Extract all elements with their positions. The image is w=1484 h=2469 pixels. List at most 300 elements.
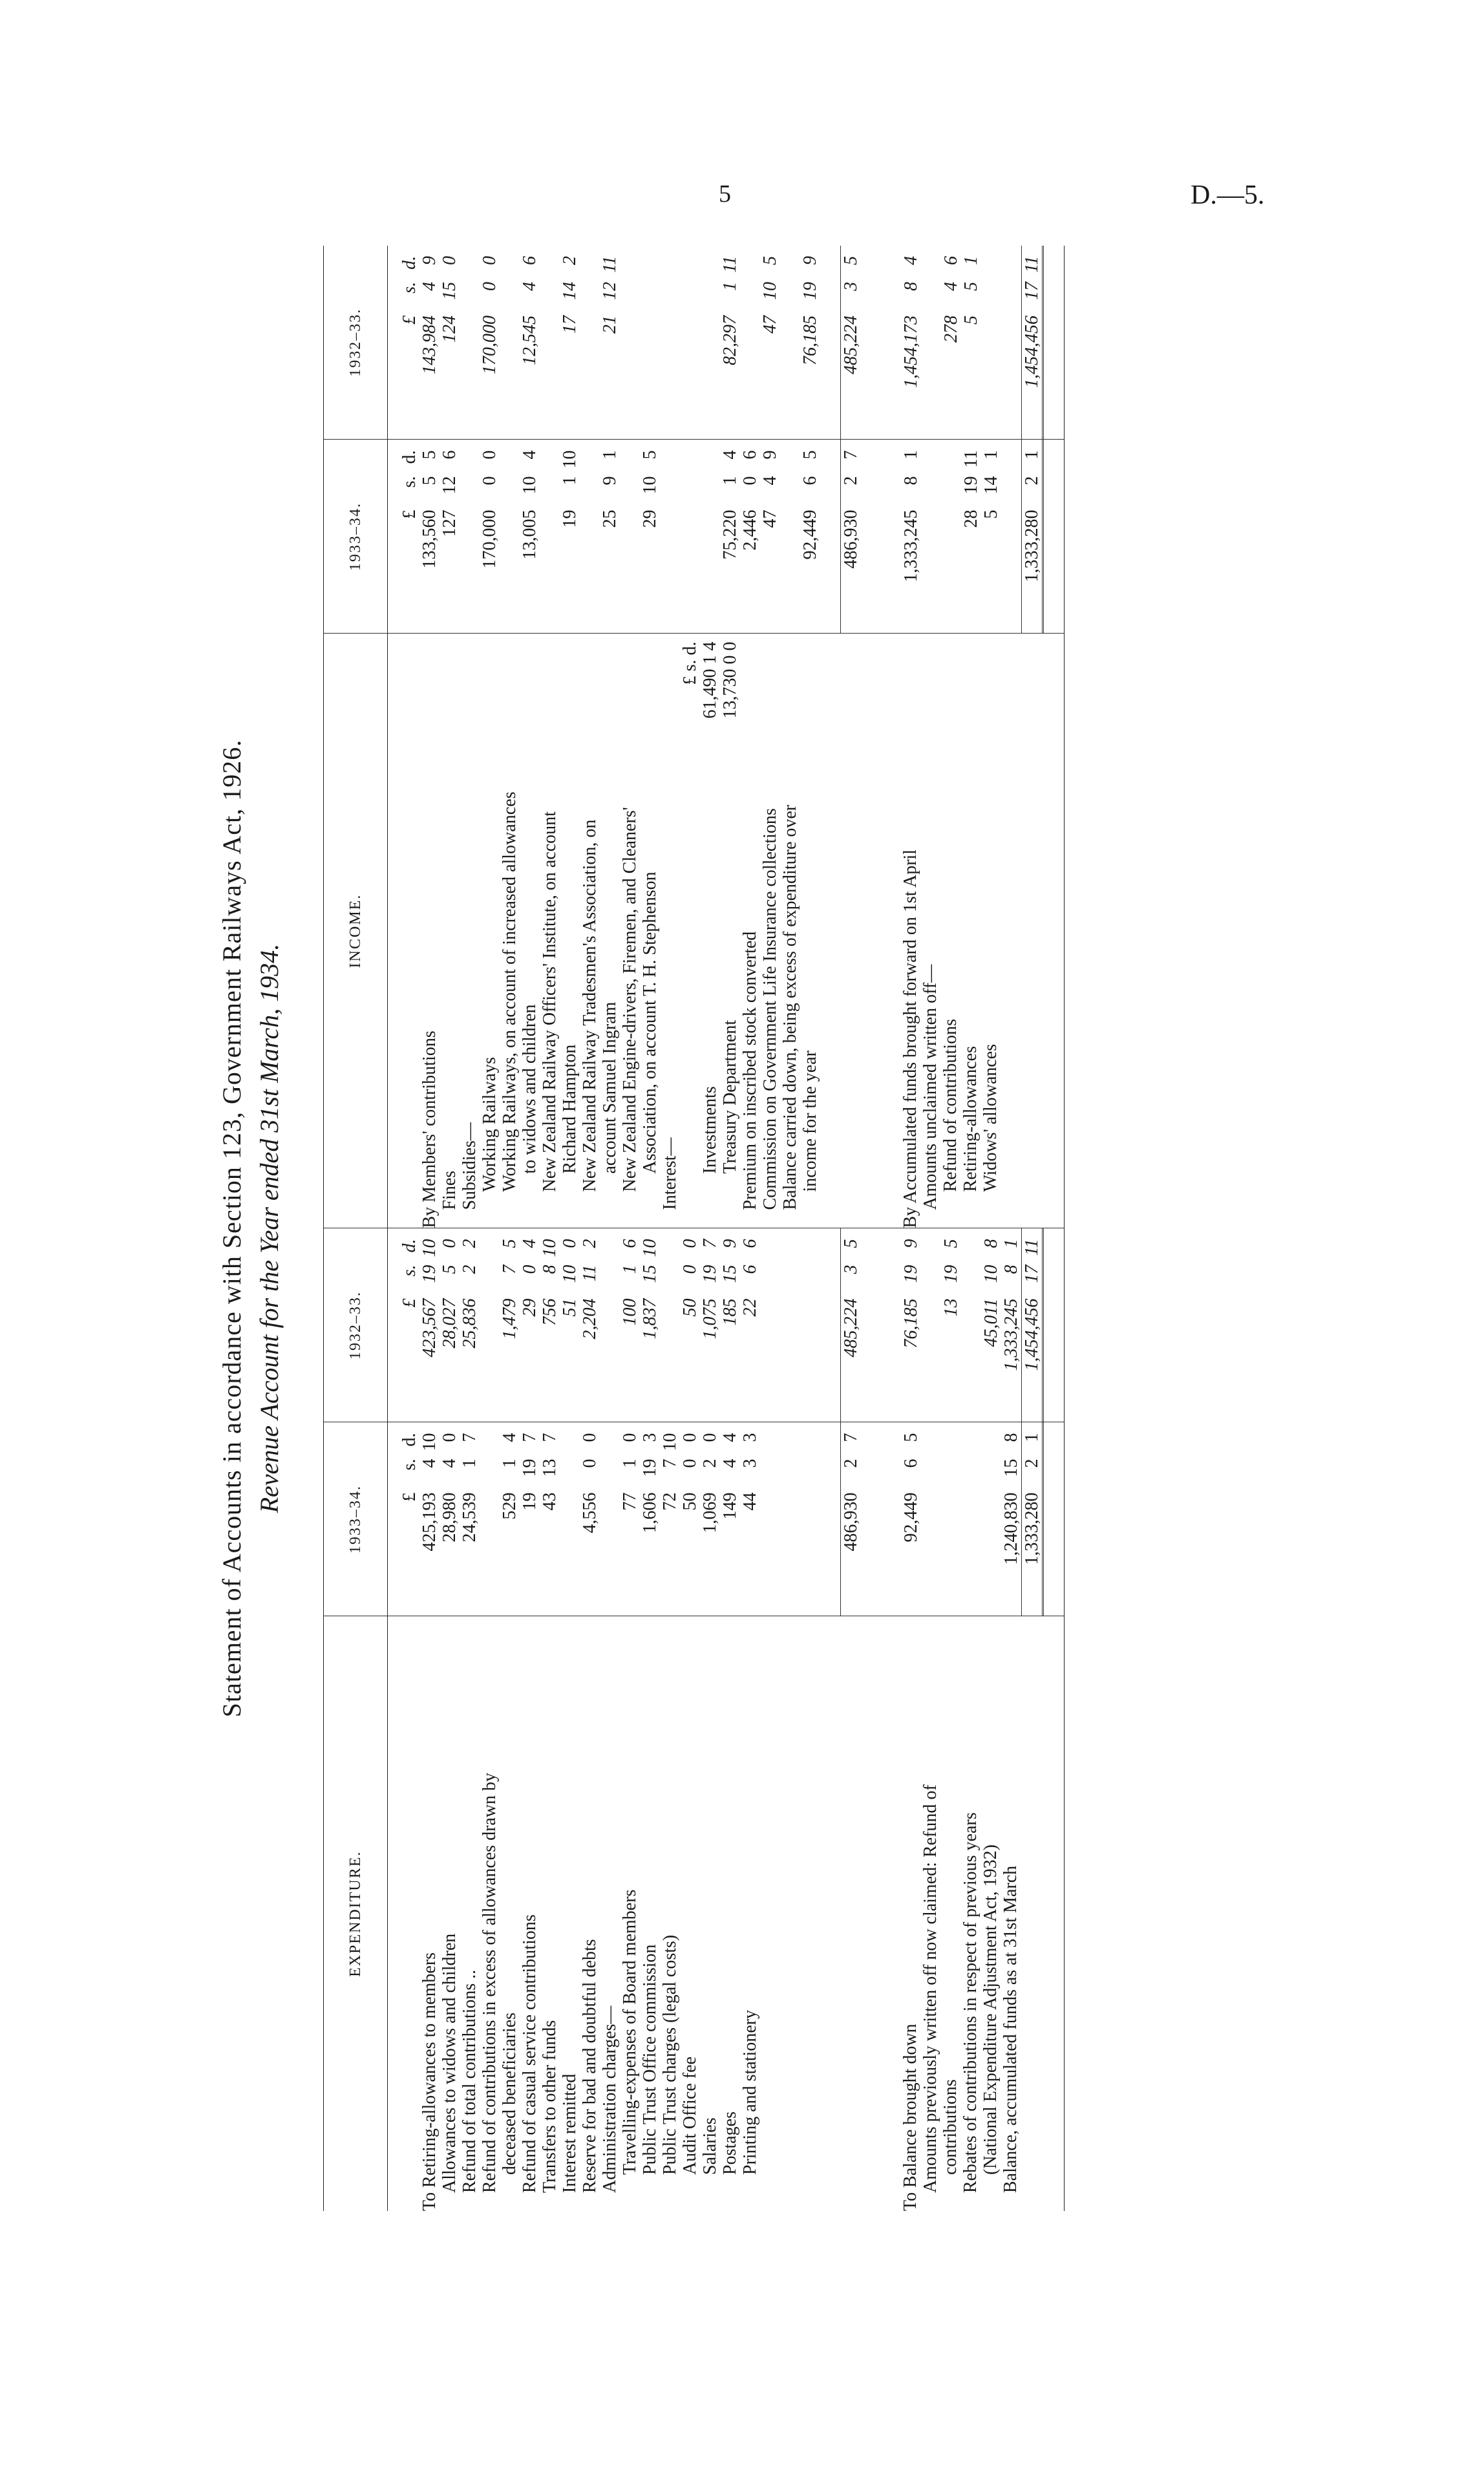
income-amount-1933-34	[560, 440, 580, 634]
amount-pounds: 149	[720, 1492, 740, 1520]
amount-shillings: 0	[480, 476, 500, 486]
statement-title: Statement of Accounts in accordance with Section 123, Government Railways Act, 1926.	[217, 739, 246, 1718]
spacer	[388, 246, 399, 440]
page-number: 5	[719, 180, 731, 208]
amount-shillings: 0	[680, 1265, 700, 1274]
amount-pounds: 1,069	[700, 1492, 720, 1534]
amount-pounds: 44	[740, 1492, 760, 1511]
income-amount-1932-33	[460, 246, 480, 440]
income-amount-1932-33	[981, 246, 1001, 440]
amount-pence: 9	[901, 1239, 921, 1248]
amount-pence: 8	[1001, 1433, 1021, 1442]
document-reference: D.—5.	[1191, 180, 1265, 210]
amount-pence: 4	[901, 256, 921, 265]
amount-pence: 5	[640, 450, 660, 460]
income-item-line: Subsidies—	[460, 1122, 480, 1210]
amount-shillings: 1	[720, 282, 740, 291]
expenditure-subtotal-1933-34	[840, 1423, 861, 1616]
amount-shillings: 10	[981, 1265, 1001, 1283]
income-item-line: Commission on Government Life Insurance collections	[760, 808, 780, 1210]
income-item-line: New Zealand Engine-drivers, Firemen, and Cleaners'	[620, 807, 640, 1192]
spacer	[800, 1617, 820, 2212]
income-item-line: Association, on account T. H. Stephenson	[640, 871, 660, 1174]
income-item-line: Amounts unclaimed written off—	[920, 964, 940, 1210]
expenditure-item-line: (National Expenditure Adjustment Act, 1932)	[980, 1844, 1001, 2175]
spacer	[780, 1423, 800, 1616]
expenditure-amount-1932-33	[600, 1229, 620, 1422]
amount-spacer	[580, 246, 600, 440]
spacer	[1041, 634, 1061, 1228]
expenditure-amount-1932-33	[941, 1229, 961, 1422]
amount-pounds: 1,333,280	[1022, 1492, 1042, 1565]
amount-shillings: 15	[1001, 1459, 1021, 1477]
amount-shillings: 15	[640, 1265, 660, 1283]
amount-spacer	[921, 1229, 941, 1422]
header-inc-1933-34: 1933–34.	[324, 440, 388, 634]
interest-item	[700, 634, 720, 1228]
amount-spacer	[480, 1423, 500, 1616]
amount-spacer	[961, 1423, 981, 1616]
amount-shillings: 0	[680, 1459, 700, 1468]
amount-pence: 6	[740, 450, 760, 460]
currency-units	[399, 440, 419, 634]
amount-pounds: 486,930	[841, 1492, 861, 1552]
spacer	[1001, 440, 1021, 634]
amount-pounds: 28,980	[440, 1492, 460, 1543]
amount-pounds: 77	[620, 1492, 640, 1511]
amount-pounds: 1,606	[640, 1492, 660, 1534]
amount-pounds: 19	[560, 509, 580, 528]
amount-pounds: 1,333,280	[1022, 509, 1042, 583]
amount-pounds: 278	[941, 315, 961, 343]
amount-pence: 0	[680, 1239, 700, 1248]
income-item-line: Widows' allowances	[980, 1043, 1001, 1192]
expenditure-item-line: Printing and stationery	[740, 2009, 760, 2175]
amount-shillings: 14	[560, 282, 580, 300]
spacer	[820, 634, 840, 1228]
spacer	[1044, 440, 1064, 634]
amount-pounds: 185	[720, 1298, 740, 1326]
amount-shillings: 13	[540, 1459, 560, 1477]
expenditure-item-line: Administration charges—	[600, 2005, 620, 2193]
interest-item-label: Investments	[700, 1086, 720, 1174]
unit-pence: d.	[399, 1433, 419, 1447]
amount-pence: 11	[600, 256, 620, 273]
amount-shillings: 5	[419, 476, 440, 486]
amount-pounds: 124	[440, 315, 460, 343]
amount-pence: 5	[841, 1239, 861, 1248]
amount-shillings: 19	[800, 282, 820, 300]
expenditure-amount-1932-33	[901, 1229, 921, 1422]
amount-shillings: 0	[580, 1459, 600, 1468]
spacer	[840, 1617, 860, 2212]
rotated-statement	[213, 246, 1202, 2211]
amount-pounds: 17	[560, 315, 580, 334]
amount-pounds: 76,185	[901, 1298, 921, 1349]
unit-pounds: £	[399, 1492, 419, 1502]
expenditure-amount-1932-33	[1001, 1229, 1021, 1422]
spacer	[861, 1423, 881, 1616]
amount-pounds: 24,539	[460, 1492, 480, 1543]
income-item-line: Retiring-allowances	[960, 1046, 980, 1192]
expenditure-item-line: Allowances to widows and children	[440, 1933, 460, 2193]
spacer	[820, 1423, 840, 1616]
income-1932-33-amounts	[388, 246, 1065, 440]
amount-pounds: 5	[961, 315, 981, 325]
expenditure-amount-1933-34	[901, 1423, 921, 1616]
amount-pounds: 13	[941, 1298, 961, 1317]
amount-shillings: 1	[500, 1459, 520, 1468]
unit-shillings: s.	[399, 1265, 419, 1277]
amount-pounds: 13,005	[520, 509, 540, 560]
amount-shillings: 4	[720, 1459, 740, 1468]
amount-pence: 0	[480, 450, 500, 460]
amount-pence: 5	[901, 1433, 921, 1442]
income-item-line: income for the year	[800, 1051, 820, 1192]
spacer	[1041, 1617, 1061, 2212]
amount-pence: 0	[560, 1239, 580, 1248]
amount-pence: 0	[440, 1239, 460, 1248]
amount-shillings: 19	[901, 1265, 921, 1283]
income-item-line: Working Railways, on account of increased allowances	[500, 791, 520, 1192]
amount-pounds: 50	[680, 1492, 700, 1511]
amount-shillings: 19	[700, 1265, 720, 1283]
amount-spacer	[620, 440, 640, 634]
amount-pence: 11	[720, 256, 740, 273]
amount-pounds: 100	[620, 1298, 640, 1326]
amount-spacer	[961, 1229, 981, 1422]
amount-pounds: 756	[540, 1298, 560, 1326]
amount-pence: 10	[419, 1239, 440, 1257]
amount-pounds: 29	[640, 509, 660, 528]
spacer	[700, 246, 720, 440]
currency-units	[399, 246, 419, 440]
income-item-line: Refund of contributions	[940, 1018, 960, 1192]
amount-pence: 5	[941, 1239, 961, 1248]
amount-shillings: 1	[460, 1459, 480, 1468]
amount-shillings: 19	[941, 1265, 961, 1283]
amount-shillings: 8	[901, 476, 921, 486]
amount-shillings: 6	[800, 476, 820, 486]
interest-item-value: 13,730 0 0	[720, 641, 740, 719]
amount-pounds: 72	[660, 1492, 680, 1511]
spacer	[700, 440, 720, 634]
expenditure-item-line: Postages	[720, 2111, 740, 2175]
expenditure-amount-1933-34	[580, 1423, 600, 1616]
amount-pence: 11	[1022, 256, 1042, 273]
income-total-1933-34	[1021, 440, 1044, 634]
income-amount-1932-33	[600, 246, 620, 440]
expenditure-amount-1933-34	[500, 1423, 520, 1616]
amount-pounds: 25	[600, 509, 620, 528]
interest-unit-labels: £ s. d.	[680, 641, 700, 685]
income-item-line: Premium on inscribed stock converted	[740, 931, 760, 1210]
amount-pounds: 28,027	[440, 1298, 460, 1349]
amount-pounds: 92,449	[800, 509, 820, 560]
amount-pounds: 423,567	[419, 1298, 440, 1358]
amount-shillings: 19	[961, 476, 981, 495]
amount-pounds: 1,075	[700, 1298, 720, 1340]
amount-pence: 0	[700, 1433, 720, 1442]
income-amount-1932-33	[901, 246, 921, 440]
spacer	[860, 1617, 880, 2212]
amount-pence: 11	[961, 450, 981, 468]
amount-shillings: 15	[720, 1265, 740, 1283]
spacer	[820, 246, 840, 440]
income-amount-1933-34	[460, 440, 480, 634]
amount-pence: 10	[560, 450, 580, 469]
expenditure-amount-1932-33	[460, 1229, 480, 1422]
spacer	[820, 1229, 840, 1422]
statement-subtitle: Revenue Account for the Year ended 31st March, 1934.	[255, 943, 284, 1513]
amount-shillings: 7	[500, 1265, 520, 1274]
expenditure-amount-1933-34	[440, 1423, 460, 1616]
amount-pence: 7	[520, 1433, 540, 1442]
expenditure-amount-1932-33	[560, 1229, 580, 1422]
spacer	[881, 1423, 901, 1616]
spacer	[760, 1617, 780, 2212]
income-amount-1932-33	[480, 246, 500, 440]
income-amount-1932-33	[440, 246, 460, 440]
amount-pence: 4	[520, 450, 540, 460]
income-amount-1932-33	[800, 246, 820, 440]
amount-shillings: 4	[419, 1459, 440, 1468]
amount-pounds: 22	[740, 1298, 760, 1317]
expenditure-item-line: Refund of contributions in excess of allowances drawn by	[480, 1772, 500, 2193]
expenditure-amount-1932-33	[580, 1229, 600, 1422]
amount-spacer	[500, 246, 520, 440]
expenditure-item-line: Transfers to other funds	[540, 2020, 560, 2193]
header-inc-1932-33: 1932–33.	[324, 246, 388, 440]
interest-total-1932-33	[720, 246, 740, 440]
spacer	[388, 1423, 399, 1616]
income-amount-1933-34	[800, 440, 820, 634]
expenditure-amount-1933-34	[540, 1423, 560, 1616]
amount-pence: 1	[1022, 1433, 1042, 1442]
expenditure-amount-1932-33	[540, 1229, 560, 1422]
amount-shillings: 0	[480, 282, 500, 291]
income-amount-1932-33	[640, 246, 660, 440]
expenditure-amount-1933-34	[640, 1423, 660, 1616]
header-income: INCOME.	[324, 634, 388, 1228]
amount-spacer	[921, 1423, 941, 1616]
expenditure-amount-1933-34	[700, 1423, 720, 1616]
amount-pounds: 1,454,456	[1022, 315, 1042, 388]
amount-pence: 11	[1022, 1239, 1042, 1256]
spacer	[1044, 246, 1064, 440]
amount-pence: 1	[961, 256, 981, 265]
expenditure-amount-1932-33	[660, 1229, 680, 1422]
expenditure-item-line: Public Trust charges (legal costs)	[660, 1934, 680, 2175]
income-amount-1932-33	[760, 246, 780, 440]
expenditure-item-line: Refund of casual service contributions	[520, 1914, 540, 2193]
amount-pounds: 1,837	[640, 1298, 660, 1340]
spacer	[1021, 1617, 1041, 2212]
amount-pounds: 29	[520, 1298, 540, 1317]
amount-pounds: 1,454,456	[1022, 1298, 1042, 1371]
amount-shillings: 12	[600, 282, 620, 300]
expenditure-amount-1932-33	[680, 1229, 700, 1422]
unit-pence: d.	[399, 1239, 419, 1253]
header-expenditure: EXPENDITURE.	[324, 1616, 388, 2211]
income-amount-1933-34	[941, 440, 961, 634]
unit-shillings: s.	[399, 476, 419, 488]
income-item-line: By Accumulated funds brought forward on 1st April	[900, 849, 920, 1228]
unit-pence: d.	[399, 256, 419, 270]
spacer	[861, 1229, 881, 1422]
amount-shillings: 10	[560, 1265, 580, 1283]
amount-pounds: 425,193	[419, 1492, 440, 1552]
amount-pounds: 529	[500, 1492, 520, 1520]
expenditure-amount-1933-34	[460, 1423, 480, 1616]
amount-pence: 7	[540, 1433, 560, 1442]
income-amount-1933-34	[520, 440, 540, 634]
amount-spacer	[580, 440, 600, 634]
interest-total-1933-34	[720, 440, 740, 634]
spacer	[1044, 1423, 1064, 1616]
amount-pence: 1	[1001, 1239, 1021, 1248]
amount-pounds: 75,220	[720, 509, 740, 560]
header-exp-1932-33: 1932–33.	[324, 1228, 388, 1422]
spacer	[388, 440, 399, 634]
expenditure-item-line: Salaries	[700, 2117, 720, 2175]
spacer	[880, 1617, 900, 2212]
expenditure-amount-1932-33	[620, 1229, 640, 1422]
spacer	[780, 1229, 800, 1422]
spacer	[388, 1229, 399, 1422]
expenditure-amount-1932-33	[419, 1229, 440, 1422]
amount-pence: 5	[800, 450, 820, 460]
expenditure-total-1932-33	[1021, 1229, 1044, 1422]
amount-shillings: 19	[520, 1459, 540, 1477]
amount-pence: 1	[600, 450, 620, 460]
amount-pence: 5	[419, 450, 440, 460]
amount-shillings: 4	[760, 476, 780, 486]
amount-spacer	[540, 246, 560, 440]
spacer	[881, 246, 901, 440]
spacer	[861, 246, 881, 440]
unit-pence: d.	[399, 450, 419, 464]
amount-pence: 8	[981, 1239, 1001, 1248]
amount-spacer	[780, 440, 800, 634]
amount-shillings: 8	[901, 282, 921, 291]
expenditure-total-1933-34	[1021, 1423, 1044, 1616]
income-amount-1932-33	[560, 246, 580, 440]
spacer	[660, 246, 680, 440]
spacer	[760, 1423, 780, 1616]
expenditure-amount-1933-34	[740, 1423, 760, 1616]
amount-shillings: 1	[620, 1459, 640, 1468]
amount-pounds: 2,446	[740, 509, 760, 551]
amount-shillings: 19	[419, 1265, 440, 1283]
amount-pounds: 28	[961, 509, 981, 528]
expenditure-item-line: Interest remitted	[560, 2073, 580, 2193]
expenditure-amount-1933-34	[680, 1423, 700, 1616]
income-amount-1933-34	[760, 440, 780, 634]
amount-pounds: 1,333,245	[901, 509, 921, 583]
income-1933-34-amounts	[388, 440, 1065, 634]
unit-pounds: £	[399, 509, 419, 519]
spacer	[800, 1229, 820, 1422]
income-amount-1933-34	[480, 440, 500, 634]
amount-pounds: 1,479	[500, 1298, 520, 1340]
amount-pounds: 170,000	[480, 315, 500, 374]
amount-pence: 2	[460, 1239, 480, 1248]
income-item-line: account Samuel Ingram	[600, 1001, 620, 1174]
amount-pence: 0	[440, 256, 460, 265]
spacer	[881, 440, 901, 634]
amount-shillings: 2	[460, 1265, 480, 1274]
expenditure-amount-1933-34	[720, 1423, 740, 1616]
amount-pence: 9	[720, 1239, 740, 1248]
amount-pounds: 43	[540, 1492, 560, 1511]
amount-shillings: 8	[540, 1265, 560, 1274]
expenditure-amount-1933-34	[660, 1423, 680, 1616]
amount-pounds: 1,333,245	[1001, 1298, 1021, 1371]
spacer	[820, 1617, 840, 2212]
amount-pence: 3	[740, 1433, 760, 1442]
expenditure-item-line: Rebates of contributions in respect of previous years	[960, 1812, 980, 2193]
expenditure-amount-1932-33	[700, 1229, 720, 1422]
expenditure-1933-34-amounts	[388, 1422, 1065, 1616]
spacer	[388, 634, 399, 1228]
income-amount-1932-33	[941, 246, 961, 440]
expenditure-item-line: Amounts previously written off now claimed: Refund of	[920, 1784, 940, 2193]
amount-pence: 7	[460, 1433, 480, 1442]
amount-pounds: 127	[440, 509, 460, 537]
unit-pounds: £	[399, 1298, 419, 1308]
amount-pence: 2	[580, 1239, 600, 1248]
spacer	[399, 634, 419, 1228]
expenditure-1932-33-amounts	[388, 1228, 1065, 1422]
amount-pence: 3	[640, 1433, 660, 1442]
spacer	[840, 634, 860, 1228]
amount-pounds: 51	[560, 1298, 580, 1317]
amount-shillings: 3	[841, 282, 861, 291]
spacer	[388, 1617, 399, 2212]
amount-shillings: 19	[640, 1459, 660, 1477]
expenditure-item-line: contributions	[940, 2079, 960, 2175]
expenditure-item-line: Reserve for bad and doubtful debts	[580, 1939, 600, 2193]
income-amount-1933-34	[419, 440, 440, 634]
income-amount-1932-33	[419, 246, 440, 440]
income-amount-1932-33	[921, 246, 941, 440]
expenditure-amount-1932-33	[981, 1229, 1001, 1422]
expenditure-item-line: Refund of total contributions ..	[460, 1969, 480, 2193]
expenditure-amount-1932-33	[740, 1229, 760, 1422]
income-amount-1933-34	[640, 440, 660, 634]
expenditure-amount-1932-33	[500, 1229, 520, 1422]
amount-shillings: 11	[580, 1265, 600, 1282]
amount-pence: 10	[419, 1433, 440, 1451]
income-amount-1933-34	[961, 440, 981, 634]
amount-pence: 6	[740, 1239, 760, 1248]
amount-shillings: 2	[1022, 476, 1042, 486]
expenditure-amount-1933-34	[941, 1423, 961, 1616]
income-item-line: Working Railways	[480, 1057, 500, 1192]
expenditure-amount-1932-33	[720, 1229, 740, 1422]
amount-pence: 4	[720, 1433, 740, 1442]
expenditure-item-line: Balance, accumulated funds as at 31st March	[1001, 1865, 1021, 2193]
income-amount-1932-33	[740, 246, 760, 440]
expenditure-amount-1933-34	[560, 1423, 580, 1616]
spacer	[680, 440, 700, 634]
amount-shillings: 10	[760, 282, 780, 300]
expenditure-amount-1932-33	[640, 1229, 660, 1422]
unit-shillings: s.	[399, 1459, 419, 1471]
spacer	[820, 440, 840, 634]
expenditure-item-line: To Balance brought down	[900, 2024, 920, 2211]
